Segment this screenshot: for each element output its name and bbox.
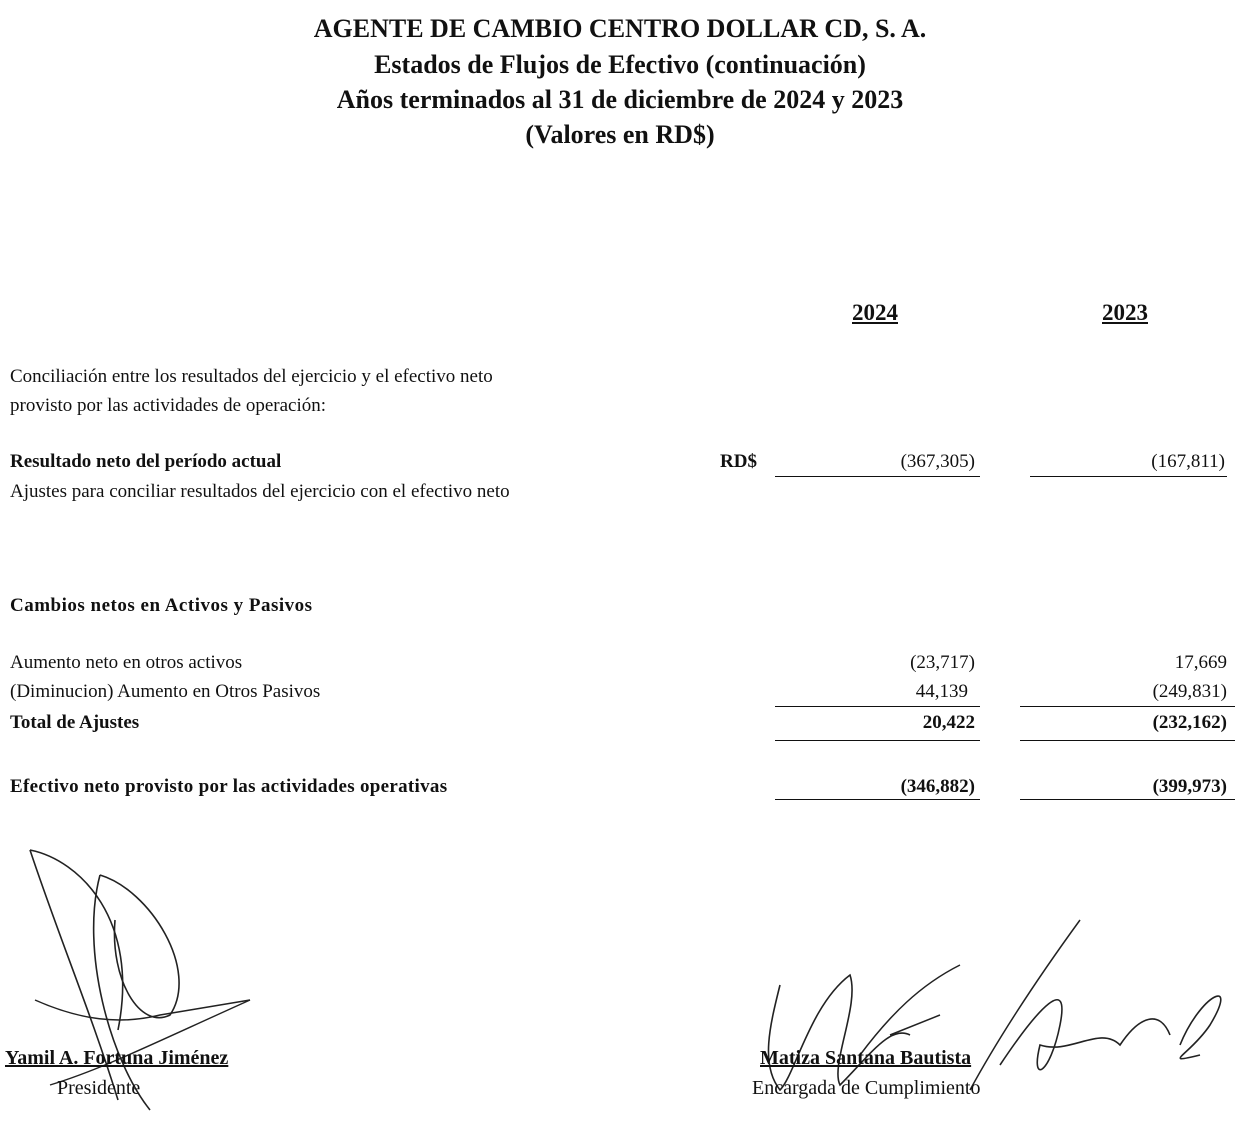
net-result-label: Resultado neto del período actual: [10, 451, 282, 472]
total-adjustments-2023-underline: [1020, 740, 1235, 741]
other-liabilities-2023: (249,831): [1152, 681, 1227, 702]
other-liabilities-label: (Diminucion) Aumento en Otros Pasivos: [10, 681, 321, 702]
signature-right-role: Encargada de Cumplimiento: [752, 1077, 981, 1099]
net-result-2024: (367,305): [900, 451, 975, 472]
total-adjustments-2024: 20,422: [922, 712, 975, 733]
signature-left-name: Yamil A. Fortuna Jiménez: [5, 1047, 229, 1069]
other-liabilities-2024: 44,139: [915, 681, 968, 702]
signature-left-image: [0, 830, 300, 1120]
period-title: Años terminados al 31 de diciembre de 2024 y 2023: [336, 85, 904, 114]
net-operating-cash-label: Efectivo neto provisto por las actividades operativas: [10, 776, 448, 797]
net-result-2023-underline: [1030, 476, 1227, 477]
total-adjustments-label: Total de Ajustes: [10, 712, 140, 733]
other-liabilities-2024-underline: [775, 706, 980, 707]
total-adjustments-2023: (232,162): [1152, 712, 1227, 733]
currency-symbol: RD$: [720, 451, 757, 472]
signature-left-role: Presidente: [57, 1077, 141, 1099]
currency-note: (Valores en RD$): [525, 120, 715, 149]
net-operating-cash-2024-underline: [775, 799, 980, 800]
net-operating-cash-2024: (346,882): [900, 776, 975, 797]
other-liabilities-2023-underline: [1020, 706, 1235, 707]
net-operating-cash-2023: (399,973): [1152, 776, 1227, 797]
statement-title: Estados de Flujos de Efectivo (continuación): [374, 50, 866, 79]
intro-line-1: Conciliación entre los resultados del ejercicio y el efectivo neto: [10, 366, 493, 387]
total-adjustments-2024-underline: [775, 740, 980, 741]
company-name: AGENTE DE CAMBIO CENTRO DOLLAR CD, S. A.: [313, 14, 927, 43]
other-assets-2024: (23,717): [910, 652, 975, 673]
other-assets-label: Aumento neto en otros activos: [10, 652, 243, 673]
adjustments-heading: Ajustes para conciliar resultados del ejercicio con el efectivo neto: [10, 481, 510, 502]
net-result-2023: (167,811): [1151, 451, 1225, 472]
other-assets-2023: 17,669: [1174, 652, 1227, 673]
changes-heading: Cambios netos en Activos y Pasivos: [10, 595, 313, 616]
signature-right-name: Matiza Santana Bautista: [760, 1047, 972, 1069]
column-header-2023: 2023: [1102, 300, 1148, 325]
intro-line-2: provisto por las actividades de operación:: [10, 395, 327, 416]
net-operating-cash-2023-underline: [1020, 799, 1235, 800]
column-header-2024: 2024: [852, 300, 898, 325]
net-result-2024-underline: [775, 476, 980, 477]
